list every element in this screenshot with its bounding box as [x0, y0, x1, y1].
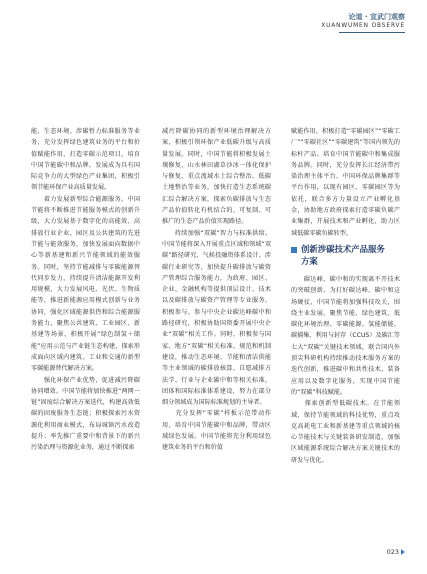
triangle-marker-icon	[401, 549, 405, 555]
column-title: 论道 · 宣武门观察	[348, 13, 405, 21]
section-heading	[291, 243, 400, 267]
page-footer	[387, 548, 405, 556]
section-title: 创新涉碳技术产品服务 方案	[301, 243, 385, 266]
column-3-bottom-text: 碳达峰、碳中和的实现离不开技术的突破创新。为打好碳达峰、碳中和这场硬仗，中国节能将加强科技攻关，围绕主业发展，聚焦节能、绿色建筑、低碳化环境治理、零碳能源、氢能储能、碳捕集、利用与封存（CCUS）及碳汇等七大“双碳”关键技术领域，联合国内外顶尖科研机构持续推动技术服务方案的迭代创新，推进碳中和共性技术、装备应用以及数字化服务，实现中国节能的“双碳”科技赋能。 探索创新型低碳技术。在节能领域，保持节能领域的科技优势，重点攻克高耗电工业和新基建等重点领域的核心节能技术与关键装备研发制造，加强区域能源系统综合解决方案关键技术的研发与优化。	[291, 275, 400, 464]
column-3-top-text: 赋能作用，积极打造“零碳园区”“零碳工厂”“零碳社区”“零碳建筑”等国内领先的标杆产品。培育中国节能碳中和集成服务品牌。同时，充分发挥长江经济带污染治理主体平台、中国环保品牌集群等平台作用，以现有园区、零碳园区等为依托，联合多方力量设立产业孵化基金，协助地方政府探索打造零碳负碳产业集群，开展技术和产业孵化，助力区域低碳零碳负碳转型。	[291, 128, 400, 237]
text-column-1	[31, 126, 140, 454]
text-column-2	[162, 126, 271, 454]
square-bullet-icon	[291, 247, 297, 253]
masthead	[321, 13, 405, 30]
page-number: 023	[386, 548, 399, 556]
column-2-text: 减污降碳协同的新型环境治理解决方案，积极引领环保产业低碳升级与高质量发展。同时，中国节能将积极发展土壤修复、山水林田湖草沙冰一体化保护与修复，重点流域水土综合整治、低碳土地整治等业务，加快打造生态系统碳汇综合解决方案，探索负碳排放与生态产品价值转化有机结合的、可复制、可推广的生态产品价值实现路径。 持续加强“双碳”智力与标准供给。中国节能将深入开展重点区域和领域“双碳”路径研究、气候投融资体系设计、涉碳行业研究等，加快提升碳排放与碳资产管理综合服务能力，为政府、园区、企业、金融机构等提供顶层设计、技术以及碳排放与碳资产管理等专业服务，积极参与、参与中央企业碳达峰碳中和路径研究，积极协助国资委开展中央企业“双碳”相关工作。同时，积极参与国家、地方“双碳”相关标准、规范和机制建设，推动生态环境、节能和清洁供能等主业领域的碳排放核算、自愿减排方法学、行业与企业碳中和等相关标准，团体和国际标准体系建设，努力在部分细分领域成为国际标准规划的主导者。 充分发挥“零碳”样板示范带动作用，培育中国节能碳中和品牌，带动区域绿色发展。中国节能将充分利用绿色建筑业务的平台和价值	[162, 128, 271, 452]
text-column-3	[291, 126, 400, 466]
column-subtitle: XUANWUMEN OBSERVE	[321, 23, 405, 29]
header-rule	[339, 32, 405, 33]
column-1-text: 能、生态环境、涉碳暂力标准服务等业务，充分发挥绿色建筑业务的平台和价值赋能作用，打造零碳示范项目，培育中国节能碳中和品牌，发展成为具有国际竞争力的大型绿色产业集团，积极引领节能环保产业高质量发展。 着力发展新型综合能源服务。中国节能将不断推进节能服务模式的创新升级，大力发展基于数字化的高能效、高排放行业企业、园区及公共建筑的先进节能与能效服务，加快发展面向数据中心等新基建和新兴节能领域的能效服务。同时，坚持节能减排与零碳能源替代同步发力，持续提升清洁能源开发利用规模，大力发展风电、光伏、生物质能等，推进新能源应用模式创新与业务协同，强化区域能源供热和综合能源服务能力，聚焦公共建筑、工业园区、新基建等场景，积极开展“绿色制氢＋储能”应用示范与产业链生态构建，探索形成面向区域内建筑、工业和交通的新型零碳能源替代解决方案。 强化环保产业优势，促进减污降碳协同增效。中国节能将加快推进“两网一链”固废综合解决方案迭代，构建高效低碳的固废服务生态链；积极探索污水资源化利用商业模式，布局城镇污水改造提升；率先推广重要中和背景下的新兴污染治理与资源化业务，通过不断探索	[31, 128, 140, 452]
